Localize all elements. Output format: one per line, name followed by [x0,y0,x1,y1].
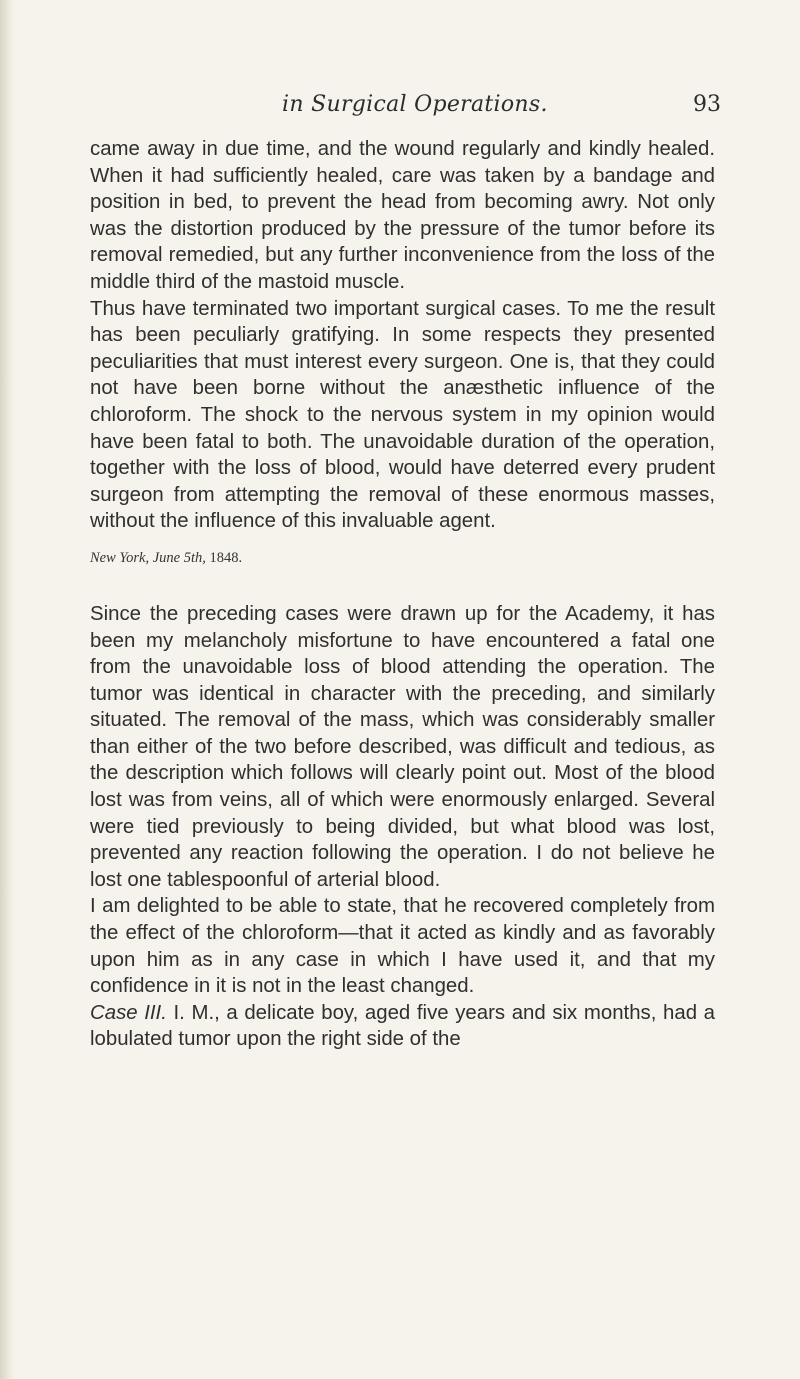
dateline [90,549,715,567]
running-head [0,92,800,122]
running-title: in Surgical Operations. [282,92,548,117]
paragraph-2: Thus have terminated two important surgical cases. To me the result has been peculiarly gratifying. In some respects they presented peculiarities that must interest every surgeon. One is, that they could not have been borne without the anæsthetic influence of the chloroform. The shock to the nervous system in my opinion would have been fatal to both. The unavoidable duration of the operation, together with the loss of blood, would have deterred every prudent surgeon from attempting the removal of these enormous masses, without the influence of this invaluable agent. [90,297,715,533]
dateline-year: 1848. [209,549,243,566]
paragraph-5 [90,1000,715,1053]
case-label: Case III. [90,1001,167,1024]
page-number: 93 [693,92,721,117]
page-binding-edge [0,0,14,1379]
case-text: I. M., a delicate boy, aged five years and six months, had a lobulated tumor upon the right side of the [90,1001,715,1051]
paragraph-1: came away in due time, and the wound regularly and kindly healed. When it had sufficiently healed, care was taken by a bandage and position in bed, to prevent the head from becoming awry. Not only was the distortion produced by the pressure of the tumor before its removal remedied, but any further inconvenience from the loss of the middle third of the mastoid muscle. [90,138,715,293]
dateline-place: New York, June 5th, [90,549,206,566]
paragraph-3: Since the preceding cases were drawn up for the Academy, it has been my melancholy misfortune to have encountered a fatal one from the unavoidable loss of blood attending the operation. The tumor was identical in character with the preceding, and similarly situated. The removal of the mass, which was considerably smaller than either of the two before described, was difficult and tedious, as the description which follows will clearly point out. Most of the blood lost was from veins, all of which were enormously enlarged. Several were tied previously to being divided, but what blood was lost, prevented any reaction following the operation. I do not believe he lost one tablespoonful of arterial blood. [90,602,715,891]
body-text [90,136,715,1053]
paragraph-4: I am delighted to be able to state, that he recovered completely from the effect of the chloroform—that it acted as kindly and as favorably upon him as in any case in which I have used it, and that my confidence in it is not in the least changed. [90,895,715,998]
